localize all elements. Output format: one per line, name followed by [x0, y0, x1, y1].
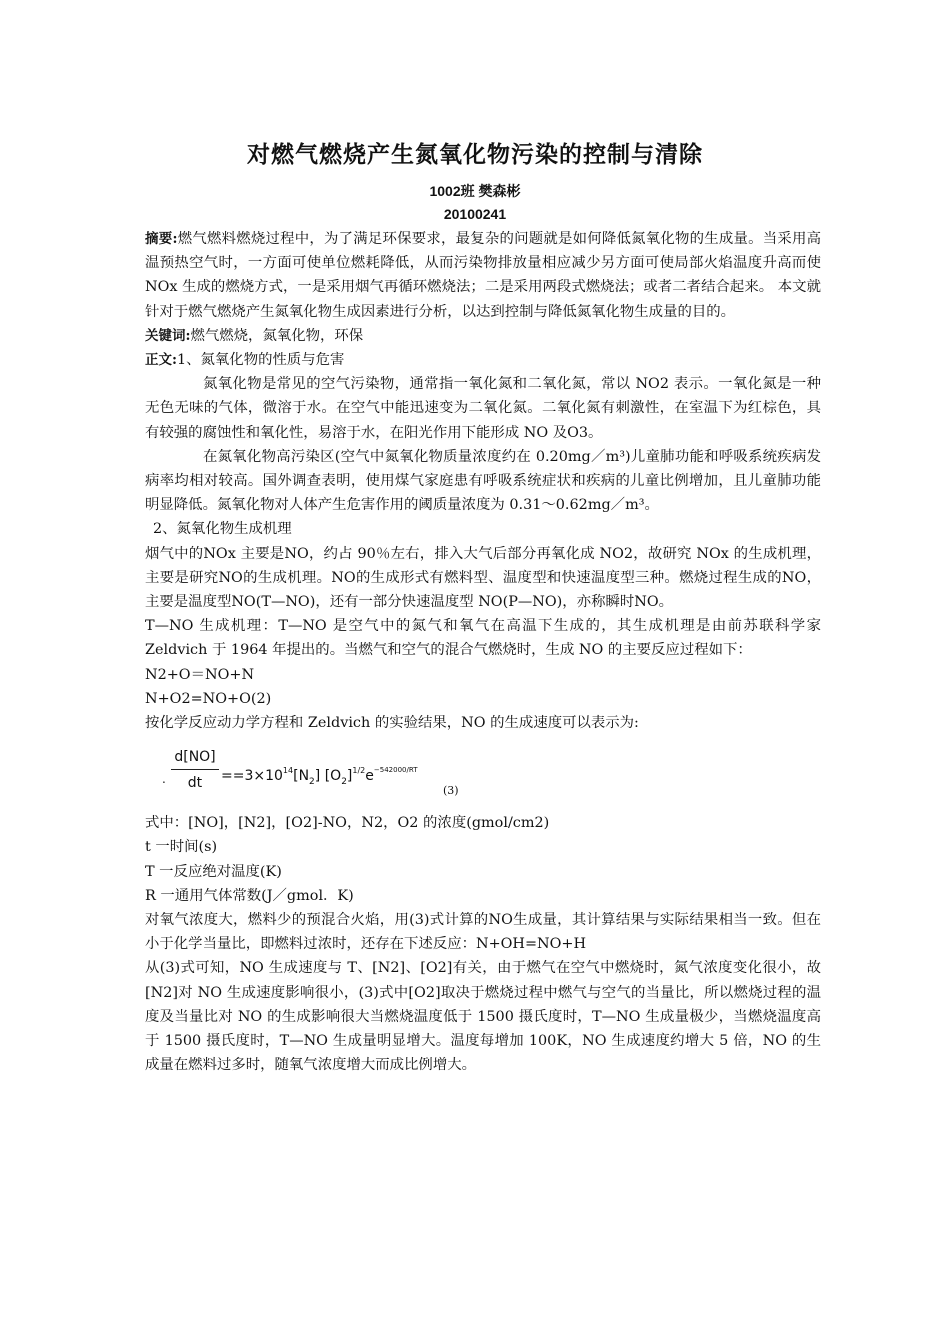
keywords-paragraph: [145, 324, 821, 348]
definition-R: R 一通用气体常数(J／gmol．K): [145, 887, 354, 904]
formula-o2-open: ] [O: [314, 768, 342, 785]
author-line: 1002班 樊森彬: [429, 183, 521, 199]
formula-n2-open: [N: [293, 768, 310, 785]
paragraph-1: 氮氧化物是常见的空气污染物，通常指一氧化氮和二氧化氮，常以 NO2 表示。一氧化氮是一种无色无味的气体，微溶于水。在空气中能迅速变为二氧化氮。二氧化氮有刺激性，在室温下为红棕色，具有较强的腐蚀性和氧化性，易溶于水，在阳光作用下能形成 NO 及O3。: [145, 376, 821, 441]
formula-right-side: [221, 758, 417, 794]
body-label: 正文:: [145, 352, 177, 369]
formula-denominator: dt: [187, 775, 203, 792]
paragraph-7: 从(3)式可知，NO 生成速度与 T、[N2]、[O2]有关，由于燃气在空气中燃烧时，氮气浓度变化很小，故[N2]对 NO 生成速度影响很小，(3)式中[O2]取决于燃烧过程中燃气与空气的当量比，所以燃烧过程的温度及当量比对 NO 的生成影响很大当燃烧温度低于 1500 摄氏度时，T—NO 生成量极少，当燃烧温度高于 1500 摄氏度时，T—NO 生成量明显增大。温度每增加 100K，NO 生成速度约增大 5 倍，NO 的生成量在燃料过多时，随氧气浓度增大而成比例增大。: [145, 960, 821, 1074]
formula-e: e: [365, 768, 374, 785]
formula-numerator: d[NO]: [171, 747, 219, 770]
paragraph-5: 按化学反应动力学方程和 Zeldvich 的实验结果，NO 的生成速度可以表示为:: [145, 715, 639, 732]
paragraph-6: 对氧气浓度大，燃料少的预混合火焰，用(3)式计算的NO生成量，其计算结果与实际结果相当一致。但在小于化学当量比，即燃料过浓时，还存在下述反应：N+OH=NO+H: [145, 912, 821, 953]
document-body: [145, 227, 821, 1078]
keywords-label: 关键词:: [145, 327, 191, 344]
body-start-line: [145, 348, 821, 372]
rate-equation: [145, 741, 821, 809]
formula-o2-subscript: 2: [341, 777, 347, 788]
definitions-line: 式中：[NO]，[N2]，[O2]-NO，N2，O2 的浓度(gmol/cm2): [145, 815, 550, 832]
definition-t: t 一时间(s): [145, 839, 218, 856]
paragraph-3: 烟气中的NOx 主要是NO，约占 90％左右，排入大气后部分再氧化成 NO2，故研究 NOx 的生成机理，主要是研究NO的生成机理。NO的生成形式有燃料型、温度型和快速温度型三种。燃烧过程生成的NO，主要是温度型NO(T—NO)，还有一部分快速温度型 NO(P—NO)，亦称瞬时NO。: [145, 545, 822, 611]
reaction-1: N2+O＝NO+N: [145, 666, 255, 683]
formula-exponent-half: 1/2: [352, 766, 366, 776]
reaction-2: N+O2=NO+O(2): [145, 690, 272, 707]
paragraph-4: T—NO 生成机理：T—NO 是空气中的氮气和氧气在高温下生成的，其生成机理是由前苏联科学家 Zeldvich 于 1964 年提出的。当燃气和空气的混合气燃烧时，生成 NO 的主要反应过程如下：: [145, 618, 821, 659]
formula-n2-subscript: 2: [309, 777, 315, 788]
paragraph-2: 在氮氧化物高污染区(空气中氮氧化物质量浓度约在 0.20mg／m³)儿童肺功能和呼吸系统疾病发病率均相对较高。国外调查表明，使用煤气家庭患有呼吸系统症状和疾病的儿童比例增加，且儿童肺功能明显降低。氮氧化物对人体产生危害作用的阈质量浓度为 0.31～0.62mg／m³。: [145, 448, 821, 514]
formula-exponent-arrhenius: −542000/RT: [373, 766, 418, 775]
formula-fraction: [171, 747, 219, 793]
formula-o2-close: ]: [346, 768, 353, 785]
abstract-paragraph: [145, 227, 821, 324]
section-1-heading: 1、氮氧化物的性质与危害: [176, 352, 345, 369]
formula-coefficient: ==3×10: [221, 768, 283, 785]
abstract-text: 燃气燃料燃烧过程中，为了满足环保要求，最复杂的问题就是如何降低氮氧化物的生成量。当采用高温预热空气时，一方面可使单位燃耗降低，从而污染物排放量相应减少另方面可使局部火焰温度升高而使 NOx 生成的燃烧方式，一是采用烟气再循环燃烧法；二是采用两段式燃烧法；或者二者结合起来。 本文就针对于燃气燃烧产生氮氧化物生成因素进行分析，以达到控制与降低氮氧化物生成量的目的。: [145, 231, 822, 320]
document-title: 对燃气燃烧产生氮氧化物污染的控制与清除: [247, 141, 703, 168]
definition-T: T 一反应绝对温度(K): [145, 863, 282, 880]
formula-dot: .: [162, 772, 166, 787]
abstract-label: 摘要:: [145, 231, 178, 247]
equation-number: (3): [443, 784, 459, 798]
student-id: 20100241: [443, 206, 507, 222]
keywords-text: 燃气燃烧，氮氧化物，环保: [190, 327, 364, 344]
formula-exponent-14: 14: [282, 766, 294, 776]
section-2-heading: 2、氮氧化物生成机理: [153, 521, 292, 538]
